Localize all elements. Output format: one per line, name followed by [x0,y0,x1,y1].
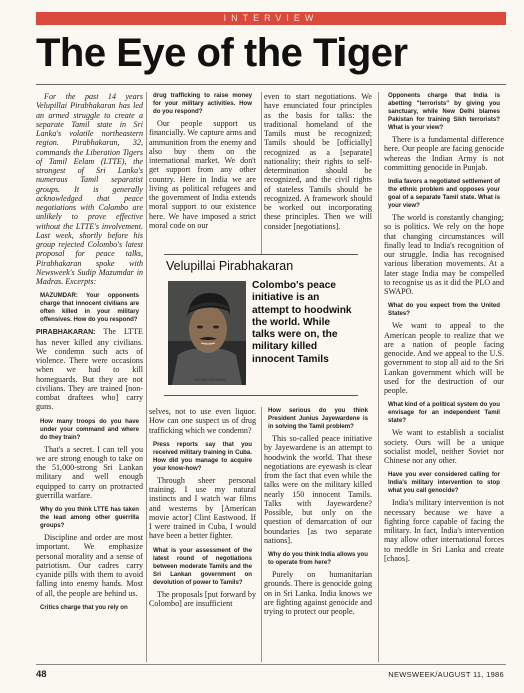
article-column-4 [384,92,504,662]
answer: This so-called peace initiative by Jayewardene is an attempt to hoodwink the world. That these negotiations are eyewash is clear from the fact that even while the talks were on the military killed nearly 150 innocent Tamils. Talks with Jayewardene? Possible, but only on the question of demarcation of our boundaries [as two separate nations]. [264,434,372,545]
question: How many troops do you have under your command and where do they train? [40,417,139,441]
headline: The Eye of the Tiger [36,31,408,75]
question: Opponents charge that India is abetting "terrorists" by giving you sanctuary, while New Delhi blames Pakistan for training Sikh terrorists? What is your view? [388,92,500,131]
question: What kind of a political system do you envisage for an independent Tamil state? [388,401,500,425]
article-intro: For the past 14 years Velupillai Pirabhakaran has led an armed struggle to create a separate Tamil state in Sri Lanka's volatile northeastern region. Pirabhakaran, 32, commands the Liberation Tigers of Tamil Eelam (LTTE), the strongest of Sri Lanka's numerous Tamil separatist groups. It is generally acknowledged that peace negotiations with Colombo are unlikely to prove effective without the LTTE's involvement. Last week, shortly before his group rejected Colombo's latest proposal for peace talks, Pirabhakaran spoke with Newsweek's Sudip Mazumdar in Madras. Excerpts: [36,92,143,286]
question: MAZUMDAR: Your opponents charge that innocent civilians are often killed in your military offensives. How do you respond? [40,292,139,324]
answer: We want to appeal to the American people to realize that we are a nation of people facing genocide. And we appeal to the U.S. government to stop all aid to the Sri Lankan government which will be used for the destruction of our people. [384,321,504,395]
publication-line: NEWSWEEK/AUGUST 11, 1986 [388,670,504,679]
answer: Purely on humanitarian grounds. There is genocide going on in Sri Lanka. India knows we are fighting against genocide and trying to protect our people. [264,570,372,616]
question: drug trafficking to raise money for your military activities. How do you respond? [153,92,252,115]
answer-text: The LTTE has never killed any civilians. We condemn such acts of violence. There were occasions when we had to kill homeguards. But they are not civilians. They are trained [non-combat draftees who] carry guns. [36,327,143,412]
headline-rule [36,84,506,85]
question: Have you ever considered calling for India's military intervention to stop what you call genocide? [388,471,500,495]
column-rule [261,92,262,254]
article-column-3-lower [264,407,372,662]
subject-name: Velupillai Pirabhakaran [166,259,294,273]
photo-credit: SHYAM TERWANI [194,378,226,382]
question: Why do you think India allows you to operate from here? [268,551,368,566]
column-rule [261,407,262,662]
column-rule [378,92,379,662]
article-column-1 [36,92,143,662]
answer: The proposals [put forward by Colombo] are insufficient [149,589,256,608]
answer: selves, not to use even liquor. How can one suspect us of drug trafficking which we condemn? [149,407,256,435]
portrait-photo [168,281,246,385]
answer: India's military intervention is not necessary because we have a fighting force capable of facing the military. In fact, India's intervention may allow other international forces to meddle in Sri Lanka and create [chaos]. [384,498,504,563]
section-banner: INTERVIEW [36,12,506,25]
question: Why do you think LTTE has taken the lead among other guerrilla groups? [40,506,139,529]
question: What do you expect from the United States? [388,302,500,318]
pull-quote-box [164,254,358,396]
portrait-image [168,281,246,385]
question: How serious do you think President Junius Jayewardene is in solving the Tamil problem? [268,407,368,430]
footer-rule [36,664,506,665]
answer: Through sheer personal training. I use my natural instincts and I watch war films and westerns by [American movie actor] Clint Eastwood. If I were trained in Cuba, I would have been a better fighter. [149,475,256,541]
answer: Discipline and order are most important. We emphasize personal morality and a sense of patriotism. Our cadres carry cyanide pills with them to avoid falling into enemy hands. Most of all, the people are behind us. [36,533,143,598]
answer [36,327,143,411]
question: What is your assessment of the latest round of negotiations between moderate Tamils and the Sri Lankan government on devolution of power to Tamils? [153,546,252,586]
answer: We want to establish a socialist society. Ours will be a unique socialist model, neither Soviet nor Chinese nor any other. [384,428,504,465]
question: Critics charge that you rely on [40,603,128,611]
question: Press reports say that you received military training in Cuba. How did you manage to acquire your know-how? [153,440,252,472]
column-rule [146,92,147,662]
speaker-label: PIRABHAKARAN: [36,329,96,337]
article-column-2-lower [149,407,256,662]
answer: even to start negotiations. We have enunciated four principles as the basis for talks: the traditional homeland of the Tamils must be recognized; Tamils should be [officially] recognized as a [separate] nationality; their rights to self-determination should be recognized, and the civil rights of stateless Tamils should be recognized. A framework should be worked out incorporating these principles. Then we will consider [negotiations]. [264,92,372,231]
answer: There is a fundamental difference here. Our people are facing genocide whereas the Indian Army is not committing genocide in Punjab. [384,135,504,172]
answer: The world is constantly changing; so is politics. We rely on the hope that changing circumstances will finally lead to India's recognition of our struggle. India has recognised various liberation movements. At a later stage India may be compelled to recognise us as it did the PLO and SWAPO. [384,213,504,296]
question: India favors a negotiated settlement of the ethnic problem and opposes your goal of a separate Tamil state. What is your view? [388,178,500,209]
answer: That's a secret. I can tell you we are strong enough to take on the 51,000-strong Sri Lankan military and well enough equipped to carry on protracted guerrilla warfare. [36,444,143,500]
answer: Our people support us financially. We capture arms and ammunition from the enemy and also buy them on the international market. We don't get support from any other country. Here in India we are living as political refugees and the government of India extends moral support to our existence here. We have imposed a strict moral code on our [149,119,256,230]
page-number: 48 [36,669,47,680]
pull-quote: Colombo's peace initiative is an attempt to hoodwink the world. While talks were on, the military killed innocent Tamils [252,280,352,365]
